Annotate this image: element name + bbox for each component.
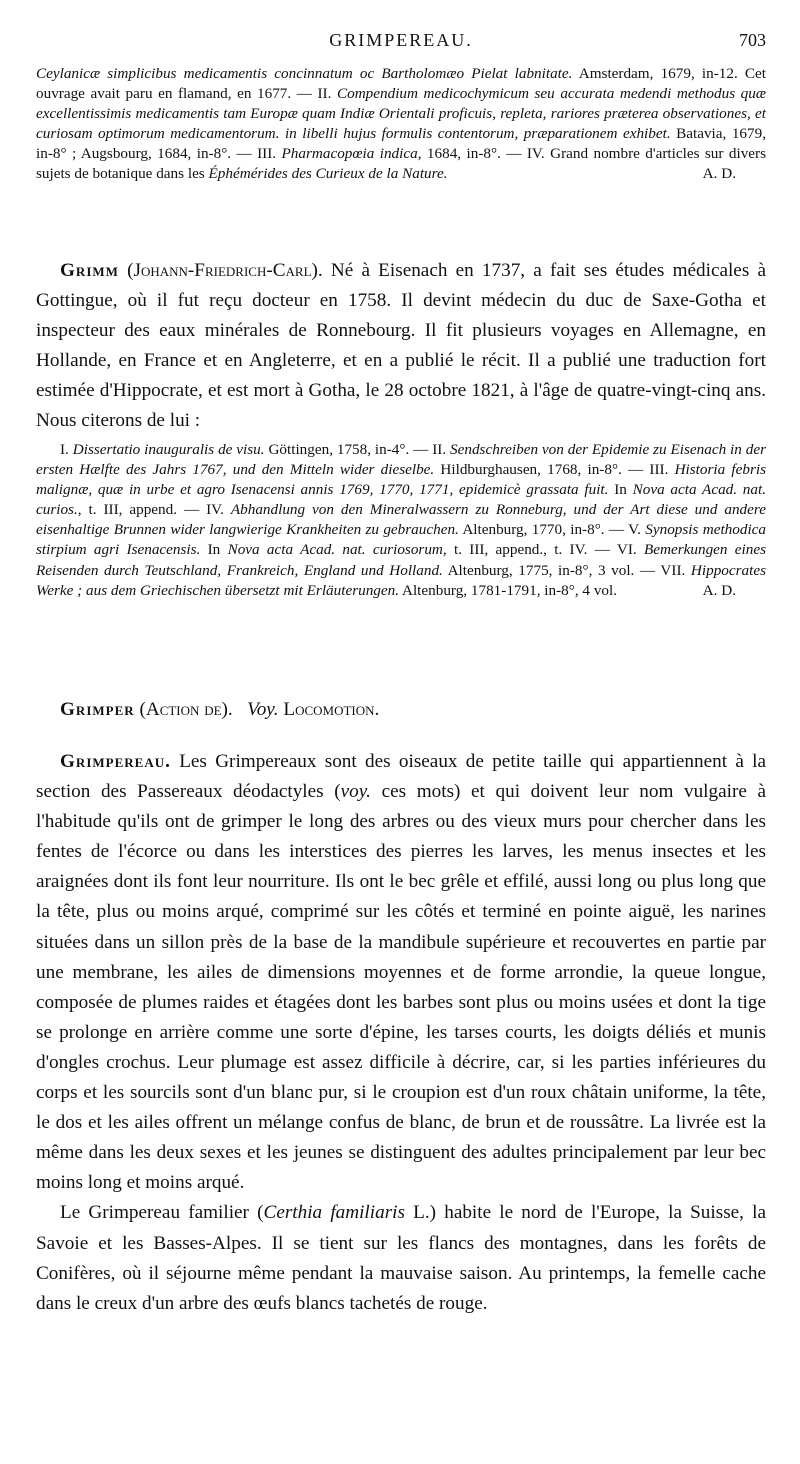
cross-reference <box>36 695 766 725</box>
entry-forenames: (Johann-Friedrich-Carl). <box>127 260 323 281</box>
work-title: Bemerkungen eines Reisenden durch Teutschland, Frankreich, England und Holland. <box>36 541 766 579</box>
see-also-label: voy. <box>340 781 371 803</box>
entry-grimm <box>36 256 766 437</box>
entry-grimpereau-p2 <box>36 1198 766 1318</box>
work-title: Ceylanicæ simplicibus medicamentis concinnatum oc Bartholomæo Pielat labnitate. <box>36 65 573 82</box>
species-name: Certhia familiaris <box>263 1202 405 1224</box>
publication-info: Altenburg, 1775, in-8°, 3 vol. — VII. <box>442 561 691 579</box>
author-signature: A. D. <box>702 581 736 599</box>
bibliography-text <box>36 440 766 601</box>
entry-text: Le Grimpereau familier ( <box>60 1202 264 1224</box>
see-also-target: Locomotion. <box>283 699 380 720</box>
entry-headword: Grimpereau. <box>60 751 171 772</box>
publication-info: In <box>200 541 228 559</box>
publication-info: Altenburg, 1770, in-8°. — V. <box>458 521 646 539</box>
publication-info: Hildburghausen, 1768, in-8°. — III. <box>434 461 675 479</box>
entry-grimpereau-p1 <box>36 747 766 1198</box>
publication-info: Amsterdam, 1679, in-12. Cet ouvrage avait paru en flamand, en 1677. — II. <box>36 65 766 103</box>
publication-info: , t. III, append. — IV. <box>77 501 231 519</box>
publication-info: In <box>608 481 633 499</box>
running-title: GRIMPEREAU. <box>329 30 473 50</box>
work-title: Synopsis methodica stirpium agri Isenacensis. <box>36 521 767 559</box>
previous-entry-text <box>36 64 766 185</box>
publication-info: Altenburg, 1781-1791, in-8°, 4 vol. <box>399 581 618 599</box>
entry-text: Né à Eisenach en 1737, a fait ses études médicales à Gottingue, où il fut reçu docteur en 1758. Il devint médecin du duc de Saxe-Gotha et inspecteur des eaux minérales de Ronnebourg. Il fit plusieurs voyages en Allemagne, en Hollande, en France et en Angleterre, et en a publié le récit. Il a publié une traduction fort estimée d'Hippocrate, et est mort à Gotha, le 28 octobre 1821, à l'âge de quatre-vingt-cinq ans. Nous citerons de lui : <box>36 260 766 432</box>
work-title: Pharmacopœia indica <box>281 145 418 163</box>
entry-qualifier: (Action de). <box>139 699 233 720</box>
entry-grimpereau <box>36 747 766 1319</box>
work-title: Historia febris malignæ, quæ in urbe et agro Isenacensi annis 1769, 1770, 1771, epidemicè grassata fuit. <box>36 461 766 499</box>
journal-title: Nova acta Acad. nat. curiosorum <box>227 541 443 559</box>
entry-grimper <box>36 695 766 725</box>
work-title: Hippocrates Werke ; aus dem Griechischen übersetzt mit Erläuterungen. <box>36 561 766 599</box>
previous-entry-continuation <box>36 64 766 185</box>
entry-grimm-body <box>36 256 766 437</box>
work-title: Sendschreiben von der Epidemie zu Eisenach in der ersten Hælfte des Jahrs 1767, und den Mitteln wider dieselbe. <box>36 441 766 479</box>
page-number: 703 <box>739 30 766 50</box>
publication-info: , 1684, in-8°. — IV. Grand nombre d'articles sur divers sujets de botanique dans les <box>36 145 766 183</box>
entry-headword: Grimm <box>60 260 119 281</box>
publication-info: Batavia, 1679, in-8° ; Augsbourg, 1684, in-8°. — III. <box>36 125 766 163</box>
entry-text: L.) habite le nord de l'Europe, la Suisse, la Savoie et les Basses-Alpes. Il se tient sur les flancs des montagnes, dans les forêts de Conifères, où il séjourne même pendant la mauvaise saison. Au printemps, la femelle cache dans le creux d'un arbre des œufs blancs tachetés de rouge. <box>36 1202 767 1314</box>
entry-text: ces mots) et qui doivent leur nom vulgaire à l'habitude qu'ils ont de grimper le long des arbres ou des vieux murs pour chercher dans les fentes de l'écorce ou dans les interstices des pierres les larves, les menus insectes et les araignées dont ils font leur nourriture. Ils ont le bec grêle et effilé, aussi long ou plus long que la tête, plus ou moins arqué, comprimé sur les côtés et terminé en pointe aiguë, les narines situées dans un sillon près de la base de la mandibule supérieure et recouvertes en partie par une membrane, les ailes de dimensions moyennes et de forme arrondie, la queue longue, composée de plumes raides et étagées dont les barbes sont plus ou moins usées et dont la tige se prolonge en arrière comme une sorte d'épine, les tarses courts, les doigts déliés et munis d'ongles crochus. Leur plumage est assez difficile à décrire, car, si les parties inférieures du corps et les sourcils sont d'un blanc pur, si le croupion est d'un roux châtain uniforme, la tête, le dos et les ailes offrent un mélange confus de blanc, de brun et de roussâtre. La livrée est la même dans les deux sexes et les jeunes se distinguent des adultes principalement par leur bec moins long et moins arqué. <box>36 781 766 1194</box>
publication-info: , t. III, append., t. IV. — VI. <box>442 541 645 559</box>
work-number: I. <box>60 441 73 458</box>
see-also-label: Voy. <box>247 699 279 720</box>
running-head <box>36 30 766 54</box>
publication-info: Göttingen, 1758, in-4°. — II. <box>264 441 451 458</box>
work-title: Compendium medicochymicum seu accurata medendi methodus quæ excellentissimis medicamentis tam Europæ quam Indiæ Orientali proficuis, repleta, rariores præterea observationes, et curiosam optimorum medicamentorum. in libelli hujus formulis contentorum, præparationem exhibet. <box>36 85 766 143</box>
journal-title: Nova acta Acad. nat. curios. <box>36 481 767 519</box>
work-title: Abhandlung von den Mineralwassern zu Ronneburg, und der Art diese und andere eisenhaltige Brunnen wider langwierige Krankheiten zu gebrauchen. <box>36 501 766 539</box>
entry-text: Les Grimpereaux sont des oiseaux de petite taille qui appartiennent à la section des Passereaux déodactyles ( <box>36 751 766 803</box>
author-signature: A. D. <box>702 165 736 183</box>
entry-headword: Grimper <box>60 699 135 720</box>
grimm-bibliography <box>36 440 766 601</box>
work-title: Éphémérides des Curieux de la Nature. <box>208 165 448 183</box>
work-title: Dissertatio inauguralis de visu. <box>72 441 265 458</box>
